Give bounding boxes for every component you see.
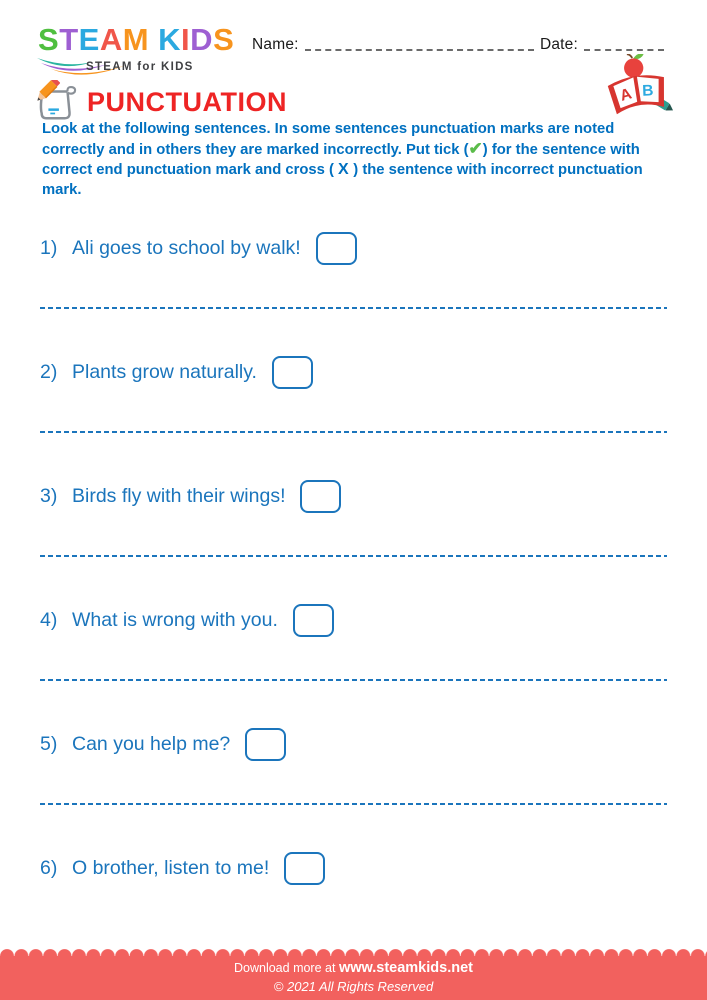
question-number: 6) (40, 857, 58, 879)
logo-letter: M (122, 22, 150, 57)
page-footer (0, 943, 707, 1000)
book-abc-icon (600, 54, 674, 120)
question-block (40, 720, 667, 844)
question-number: 1) (40, 237, 58, 259)
logo-letter: S (38, 22, 60, 57)
name-date-fields (252, 36, 670, 54)
logo-letter: K (158, 22, 182, 57)
title-row (33, 80, 287, 124)
date-label: Date: (539, 36, 578, 53)
question-row (40, 728, 286, 761)
logo-letter (149, 22, 158, 57)
svg-text:A: A (618, 85, 634, 105)
question-block (40, 472, 667, 596)
logo-letter: I (181, 22, 191, 57)
question-row (40, 232, 357, 265)
page-title: PUNCTUATION (87, 86, 287, 117)
name-input-line[interactable] (305, 39, 534, 51)
instructions-part3: ) the sentence with incorrect punctuation mark. (42, 162, 643, 198)
question-number: 2) (40, 361, 58, 383)
tick-icon: ✔ (468, 139, 483, 158)
logo-tagline: STEAM for KIDS (86, 61, 194, 73)
question-number: 5) (40, 733, 58, 755)
scroll-pencil-icon (33, 80, 81, 124)
question-row (40, 480, 341, 513)
name-label: Name: (252, 36, 299, 53)
scallop-border (0, 943, 707, 956)
question-number: 4) (40, 609, 58, 631)
question-block (40, 596, 667, 720)
dotted-separator (40, 555, 667, 557)
answer-checkbox[interactable] (316, 232, 357, 265)
steam-kids-logo (38, 24, 248, 80)
question-text: O brother, listen to me! (72, 857, 270, 879)
logo-letter: S (213, 22, 235, 57)
question-row (40, 852, 325, 885)
dotted-separator (40, 431, 667, 433)
answer-checkbox[interactable] (300, 480, 341, 513)
logo-letter: T (59, 22, 79, 57)
date-input-line[interactable] (584, 39, 664, 51)
question-text: Plants grow naturally. (72, 361, 257, 383)
instructions-part1: Look at the following sentences. In some sentences punctuation marks are noted correctly and in others they are marked incorrectly. Put tick ( (42, 121, 615, 158)
logo-letter: D (190, 22, 214, 57)
logo-letter: E (78, 22, 100, 57)
instructions-part2: ) for the sentence with correct end punctuation mark and cross ( (42, 142, 640, 178)
footer-band (0, 956, 707, 1000)
answer-checkbox[interactable] (272, 356, 313, 389)
question-text: What is wrong with you. (72, 609, 278, 631)
question-text: Can you help me? (72, 733, 231, 755)
dotted-separator (40, 307, 667, 309)
dotted-separator (40, 803, 667, 805)
answer-checkbox[interactable] (293, 604, 334, 637)
question-block (40, 348, 667, 472)
answer-checkbox[interactable] (284, 852, 325, 885)
logo-letter: A (99, 22, 123, 57)
instructions-text (42, 119, 676, 200)
answer-checkbox[interactable] (245, 728, 286, 761)
question-row (40, 356, 313, 389)
copyright-text: © 2021 All Rights Reserved (273, 979, 434, 994)
dotted-separator (40, 679, 667, 681)
logo-wordmark (38, 24, 248, 56)
question-text: Birds fly with their wings! (72, 485, 286, 507)
download-text: Download more at (234, 961, 336, 975)
questions-list (40, 224, 667, 968)
svg-text:B: B (641, 82, 654, 100)
question-number: 3) (40, 485, 58, 507)
question-text: Ali goes to school by walk! (72, 237, 301, 259)
site-link[interactable]: www.steamkids.net (338, 960, 473, 976)
question-row (40, 604, 334, 637)
question-block (40, 224, 667, 348)
cross-mark: X (338, 161, 350, 178)
